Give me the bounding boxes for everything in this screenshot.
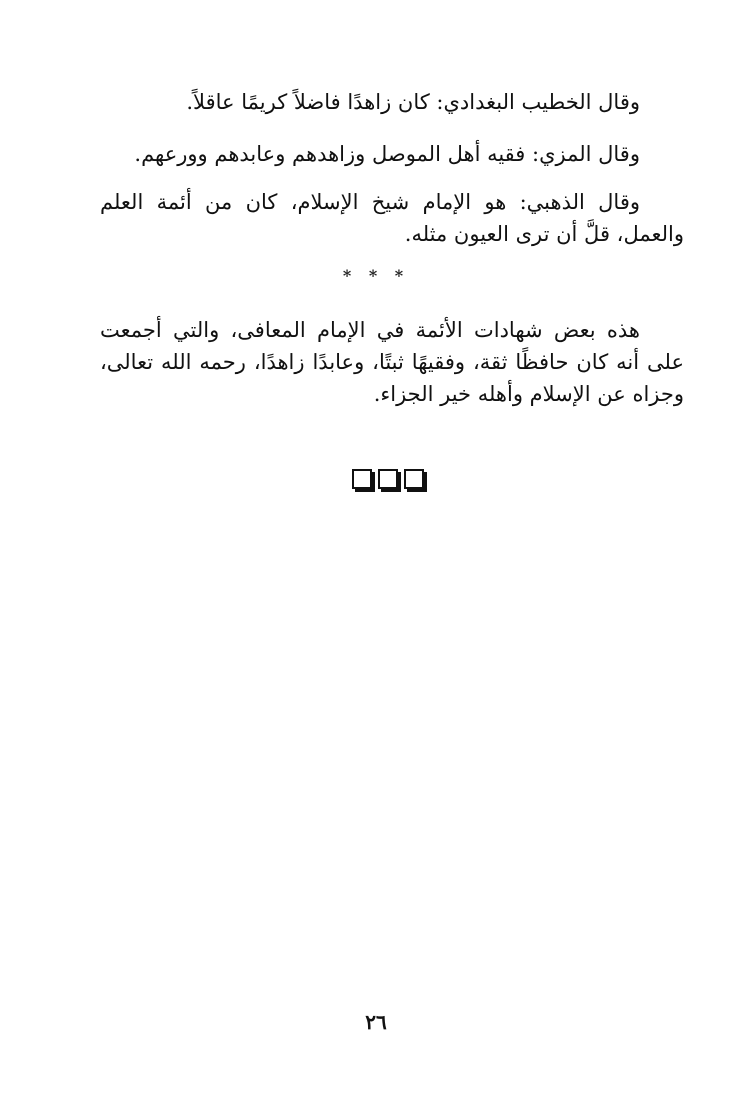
end-of-section-icon bbox=[352, 469, 440, 491]
paragraph-mizzi bbox=[100, 138, 684, 170]
square-box-icon bbox=[404, 469, 424, 489]
square-box-icon bbox=[352, 469, 372, 489]
square-box-icon bbox=[378, 469, 398, 489]
paragraph-dhahabi bbox=[100, 186, 684, 250]
paragraph-summary bbox=[100, 314, 684, 410]
paragraph-khatib bbox=[100, 86, 684, 118]
paragraph-text: وقال الخطيب البغدادي: كان زاهدًا فاضلاً كريمًا عاقلاً. bbox=[186, 90, 640, 114]
paragraph-text: هذه بعض شهادات الأئمة في الإمام المعافى، والتي أجمعت على أنه كان حافظًا ثقة، وفقيهًا ثبتًا، وعابدًا زاهدًا، رحمه الله تعالى، وجزاه عن الإسلام وأهله خير الجزاء. bbox=[100, 318, 684, 406]
page-number: ٢٦ bbox=[365, 1010, 387, 1034]
paragraph-text: وقال الذهبي: هو الإمام شيخ الإسلام، كان من أئمة العلم والعمل، قلَّ أن ترى العيون مثله. bbox=[100, 190, 684, 246]
paragraph-text: وقال المزي: فقيه أهل الموصل وزاهدهم وعابدهم وورعهم. bbox=[134, 142, 640, 166]
section-separator: * * * bbox=[342, 266, 410, 285]
